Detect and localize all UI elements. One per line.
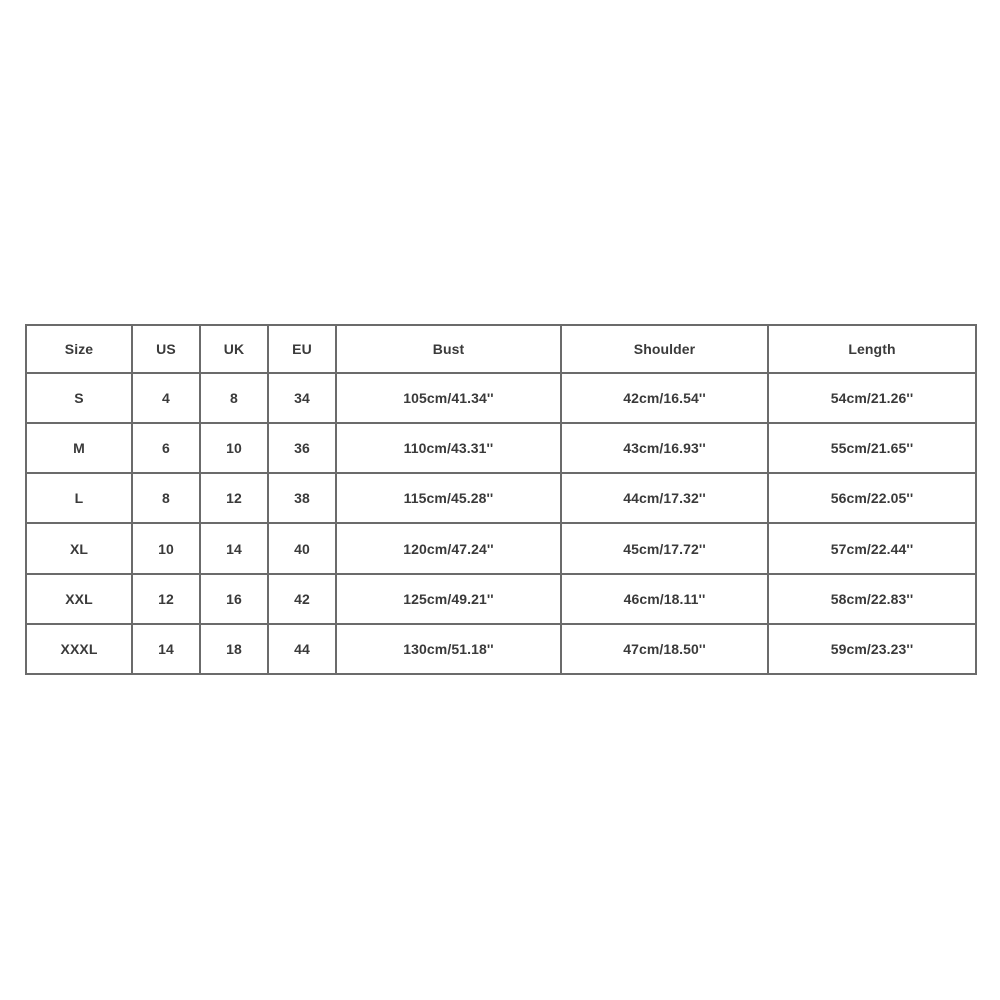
cell-shoulder: 43cm/16.93'' [561, 423, 768, 473]
cell-size: M [26, 423, 132, 473]
cell-bust: 125cm/49.21'' [336, 574, 561, 624]
cell-bust: 120cm/47.24'' [336, 523, 561, 573]
cell-us: 12 [132, 574, 200, 624]
cell-length: 54cm/21.26'' [768, 373, 976, 423]
cell-us: 6 [132, 423, 200, 473]
table-row [26, 373, 976, 423]
cell-size: S [26, 373, 132, 423]
cell-size: L [26, 473, 132, 523]
header-shoulder: Shoulder [561, 325, 768, 373]
cell-length: 55cm/21.65'' [768, 423, 976, 473]
cell-us: 10 [132, 523, 200, 573]
cell-uk: 14 [200, 523, 268, 573]
cell-size: XXL [26, 574, 132, 624]
cell-eu: 42 [268, 574, 336, 624]
cell-bust: 110cm/43.31'' [336, 423, 561, 473]
table-row [26, 473, 976, 523]
header-row [26, 325, 976, 373]
cell-length: 59cm/23.23'' [768, 624, 976, 674]
header-size: Size [26, 325, 132, 373]
table-row [26, 574, 976, 624]
cell-size: XXXL [26, 624, 132, 674]
cell-us: 4 [132, 373, 200, 423]
cell-us: 8 [132, 473, 200, 523]
cell-shoulder: 47cm/18.50'' [561, 624, 768, 674]
size-chart-table [25, 324, 977, 675]
header-length: Length [768, 325, 976, 373]
cell-length: 56cm/22.05'' [768, 473, 976, 523]
table-row [26, 624, 976, 674]
cell-shoulder: 44cm/17.32'' [561, 473, 768, 523]
cell-uk: 18 [200, 624, 268, 674]
header-bust: Bust [336, 325, 561, 373]
header-uk: UK [200, 325, 268, 373]
cell-uk: 8 [200, 373, 268, 423]
cell-eu: 44 [268, 624, 336, 674]
table-row [26, 423, 976, 473]
cell-eu: 38 [268, 473, 336, 523]
table-row [26, 523, 976, 573]
cell-uk: 12 [200, 473, 268, 523]
cell-eu: 36 [268, 423, 336, 473]
cell-shoulder: 42cm/16.54'' [561, 373, 768, 423]
cell-bust: 115cm/45.28'' [336, 473, 561, 523]
cell-length: 58cm/22.83'' [768, 574, 976, 624]
cell-bust: 105cm/41.34'' [336, 373, 561, 423]
header-eu: EU [268, 325, 336, 373]
cell-uk: 10 [200, 423, 268, 473]
cell-shoulder: 46cm/18.11'' [561, 574, 768, 624]
cell-uk: 16 [200, 574, 268, 624]
cell-size: XL [26, 523, 132, 573]
cell-length: 57cm/22.44'' [768, 523, 976, 573]
cell-eu: 34 [268, 373, 336, 423]
cell-bust: 130cm/51.18'' [336, 624, 561, 674]
header-us: US [132, 325, 200, 373]
cell-eu: 40 [268, 523, 336, 573]
cell-us: 14 [132, 624, 200, 674]
cell-shoulder: 45cm/17.72'' [561, 523, 768, 573]
